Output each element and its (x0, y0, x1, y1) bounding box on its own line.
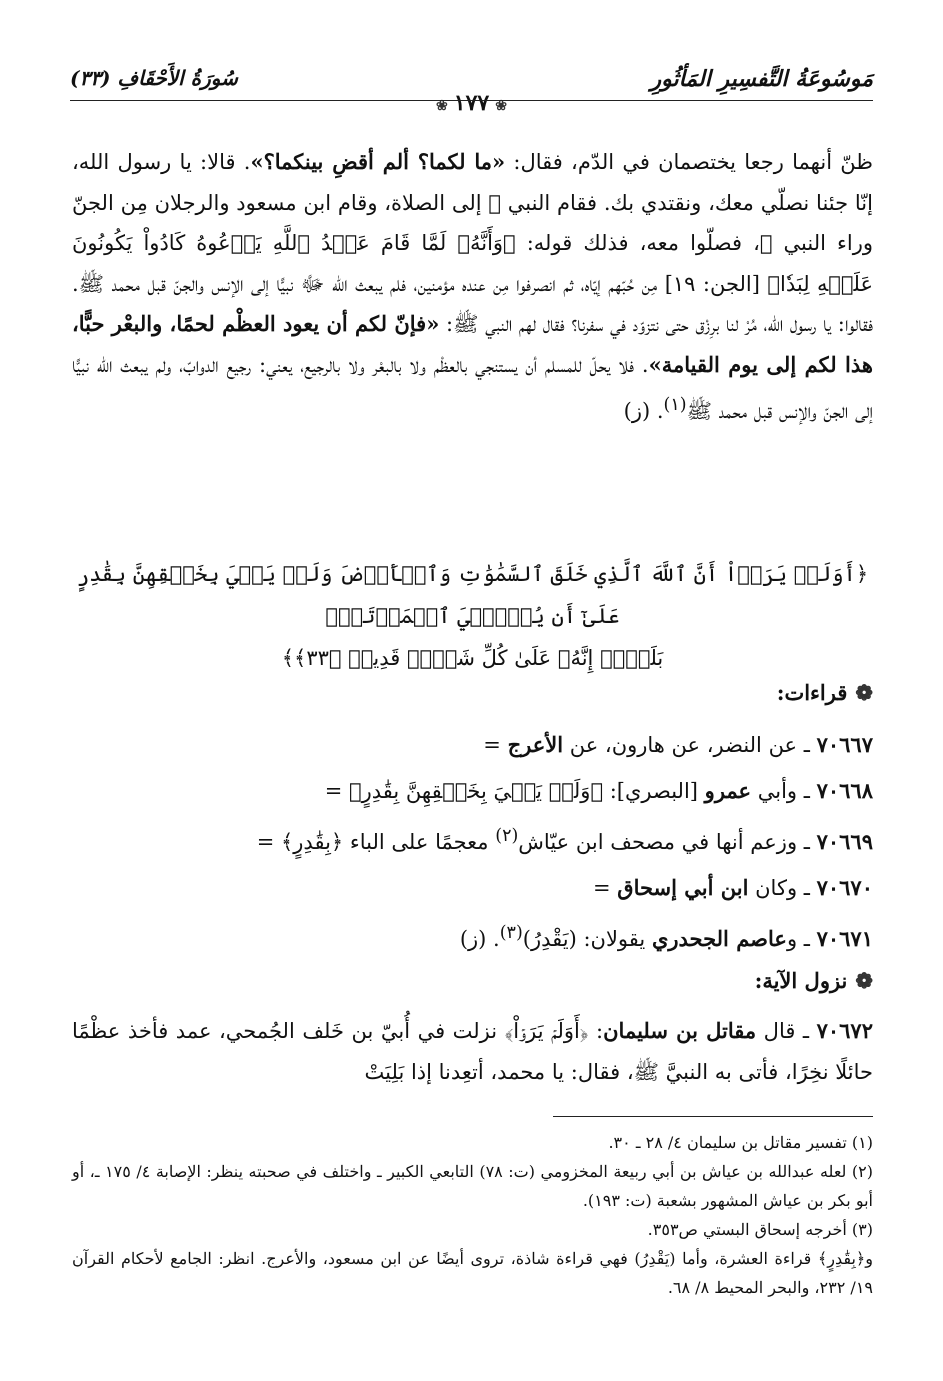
item-text: : ﴿أَوَلَمۡ يَرَوۡاْ﴾ نزلت في أُبيّ بن خَلف الجُمحي، عمد فأخذ عظْمًا حائلًا نخِرًا، فأتى به النبيَّ ﷺ، فقال: يا محمد، أتعِدنا إذا بَلِيَتْ (72, 1019, 873, 1084)
verse-line: بَلَىٰٓۚ إِنَّهُۥ عَلَىٰ كُلِّ شَيۡءٖ قَدِيرٞ ﴿٣٣﴾﴾ (281, 646, 664, 670)
item-number: ٧٠٦٧١ (816, 926, 873, 951)
ornament-icon: ❁ (855, 968, 873, 993)
footnote-divider (553, 1116, 873, 1117)
item-text: معجمًا على الباء ﴿بِقَٰدِرٍ﴾ = (256, 830, 496, 854)
section-title-text: قراءات: (776, 680, 848, 705)
hadith-quote: «ما لكما؟ ألم أقضِ بينكما؟» (250, 149, 506, 174)
item-text: [البصري]: ﴿وَلَمۡ يَعۡيَ بِخَلۡقِهِنَّ بِقَٰدِرٍ﴾ = (324, 779, 705, 803)
list-item (72, 814, 873, 865)
quran-verse (72, 553, 873, 679)
item-number: ٧٠٦٦٩ (816, 829, 873, 854)
book-title: مَوسُوعَةُ التَّفسِيرِ المَأثُورِ (650, 66, 873, 92)
passage-text: . (ز) (623, 399, 664, 423)
item-text: ـ وكان (748, 876, 817, 900)
narrator-name: عمرو (704, 778, 752, 803)
item-number: ٧٠٦٧٢ (816, 1018, 873, 1043)
item-text: . (ز) (459, 927, 500, 951)
list-item (72, 911, 873, 962)
item-text: = (593, 876, 618, 900)
item-text: ـ و (786, 927, 817, 951)
item-text: ـ عن النضر، عن هارون، عن (563, 733, 817, 757)
list-item (72, 722, 873, 768)
list-item (72, 768, 873, 814)
footnote: (١) تفسير مقاتل بن سليمان ٤/ ٢٨ ـ ٣٠. (608, 1133, 873, 1152)
footnote: (٣) أخرجه إسحاق البستي ص٣٥٣. (647, 1220, 873, 1239)
passage-text: . فلا يحلّ للمسلم أن يستنجي بالعظْم ولا بالبعْر ولا بالرجيع، يعني: رجيع الدوابّ، ولم يبعث الله نبيًّا إلى الجنّ والإنس قبل محمد ﷺ (72, 352, 873, 423)
passage-text: . قالا: يا رسول الله، إنّا جئنا نصلّي معك، ونقتدي بك. فقام النبي ﷺ إلى الصلاة، وقام ابن مسعود والرجلان مِن الجنّ وراء النبي ﷺ، فصلّوا معه، فذلك قوله: ﴿وَأَنَّهُۥ لَمَّا قَامَ عَبۡدُ ٱللَّهِ يَدۡعُوهُ كَادُواْ يَكُونُونَ عَلَيۡهِ لِبَدٗا﴾ [الجن: ١٩] مِن حُبّهم إيّاه، ثم انصرفوا مِن عنده مؤمنين، فلم يبعث الله ﷻ نبيًّا إلى الإنس والجنّ قبل محمد ﷺ. فقالوا: يا رسول الله، مُرْ لنا برِزْق حتى نتزوّد في سفرنا؟ فقال لهم النبي ﷺ: (72, 150, 873, 336)
surah-name: سُورَةُ الأَحْقَافِ (٣٣) (70, 66, 238, 90)
ornament-icon: ❀ (436, 98, 448, 114)
passage-text: ظنّ أنهما رجعا يختصمان في الدّم، فقال: (505, 150, 873, 174)
footnote: و﴿بِقَٰدِرٍ﴾ قراءة العشرة، وأما (يَقْدِرُ) فهي قراءة شاذة، تروى أيضًا عن ابن مسعود، والأعرج. انظر: الجامع لأحكام القرآن ١٩/ ٢٣٢، والبحر المحيط ٨/ ٦٨. (72, 1249, 873, 1297)
item-number: ٧٠٦٧٠ (816, 875, 873, 900)
item-text: ـ وزعم أنها في مصحف ابن عيّاش (518, 830, 817, 854)
qiraat-list (72, 722, 873, 962)
ornament-icon: ❀ (495, 98, 507, 114)
list-item (72, 865, 873, 911)
item-number: ٧٠٦٦٧ (816, 732, 873, 757)
page-number (430, 90, 513, 116)
item-text: يقولان: (يَقْدِرُ) (522, 927, 652, 951)
section-title-text: نزول الآية: (754, 968, 848, 993)
nuzul-passage (72, 1010, 873, 1093)
section-title-qiraat (777, 680, 873, 705)
narrator-name: عاصم الجحدري (651, 926, 787, 951)
footnotes (72, 1128, 873, 1302)
section-title-nuzul (755, 968, 873, 993)
footnote: (٢) لعله عبدالله بن عياش بن أبي ربيعة المخزومي (ت: ٧٨) التابعي الكبير ـ واختلف في صحبته ينظر: الإصابة ٤/ ١٧٥ ـ، أو أبو بكر بن عياش المشهور بشعبة (ت: ١٩٣). (72, 1162, 874, 1210)
verse-line: ﴿أَوَلَمۡ يَرَوۡاْ أَنَّ ٱللَّهَ ٱلَّذِي خَلَقَ ٱلسَّمَٰوَٰتِ وَٱلۡأَرۡضَ وَلَمۡ يَعۡيَ بِخَلۡقِهِنَّ بِقَٰدِرٍ عَلَىٰٓ أَن يُحۡـِۧيَ ٱلۡمَوۡتَىٰۚ (76, 562, 869, 628)
narrator-name: الأعرج (507, 732, 564, 757)
page-number-value: ١٧٧ (453, 90, 490, 116)
page-header (70, 58, 873, 118)
footnote-ref[interactable]: (١) (663, 395, 687, 415)
item-number: ٧٠٦٦٨ (816, 778, 873, 803)
item-text: ـ قال (756, 1019, 817, 1043)
narrator-name: ابن أبي إسحاق (617, 875, 749, 900)
header-rule (70, 100, 873, 101)
footnote-ref[interactable]: (٢) (495, 826, 519, 846)
footnote-ref[interactable]: (٣) (499, 923, 523, 943)
item-text: = (483, 733, 508, 757)
main-passage (72, 142, 873, 432)
hadith-quote: «فإنّ لكم أن يعود العظْم لحمًا، والبعْر حبًّا، هذا لكم إلى يوم القيامة» (72, 311, 873, 377)
item-text: ـ وأبي (751, 779, 817, 803)
ornament-icon: ❁ (855, 680, 873, 705)
narrator-name: مقاتل بن سليمان (603, 1018, 757, 1043)
